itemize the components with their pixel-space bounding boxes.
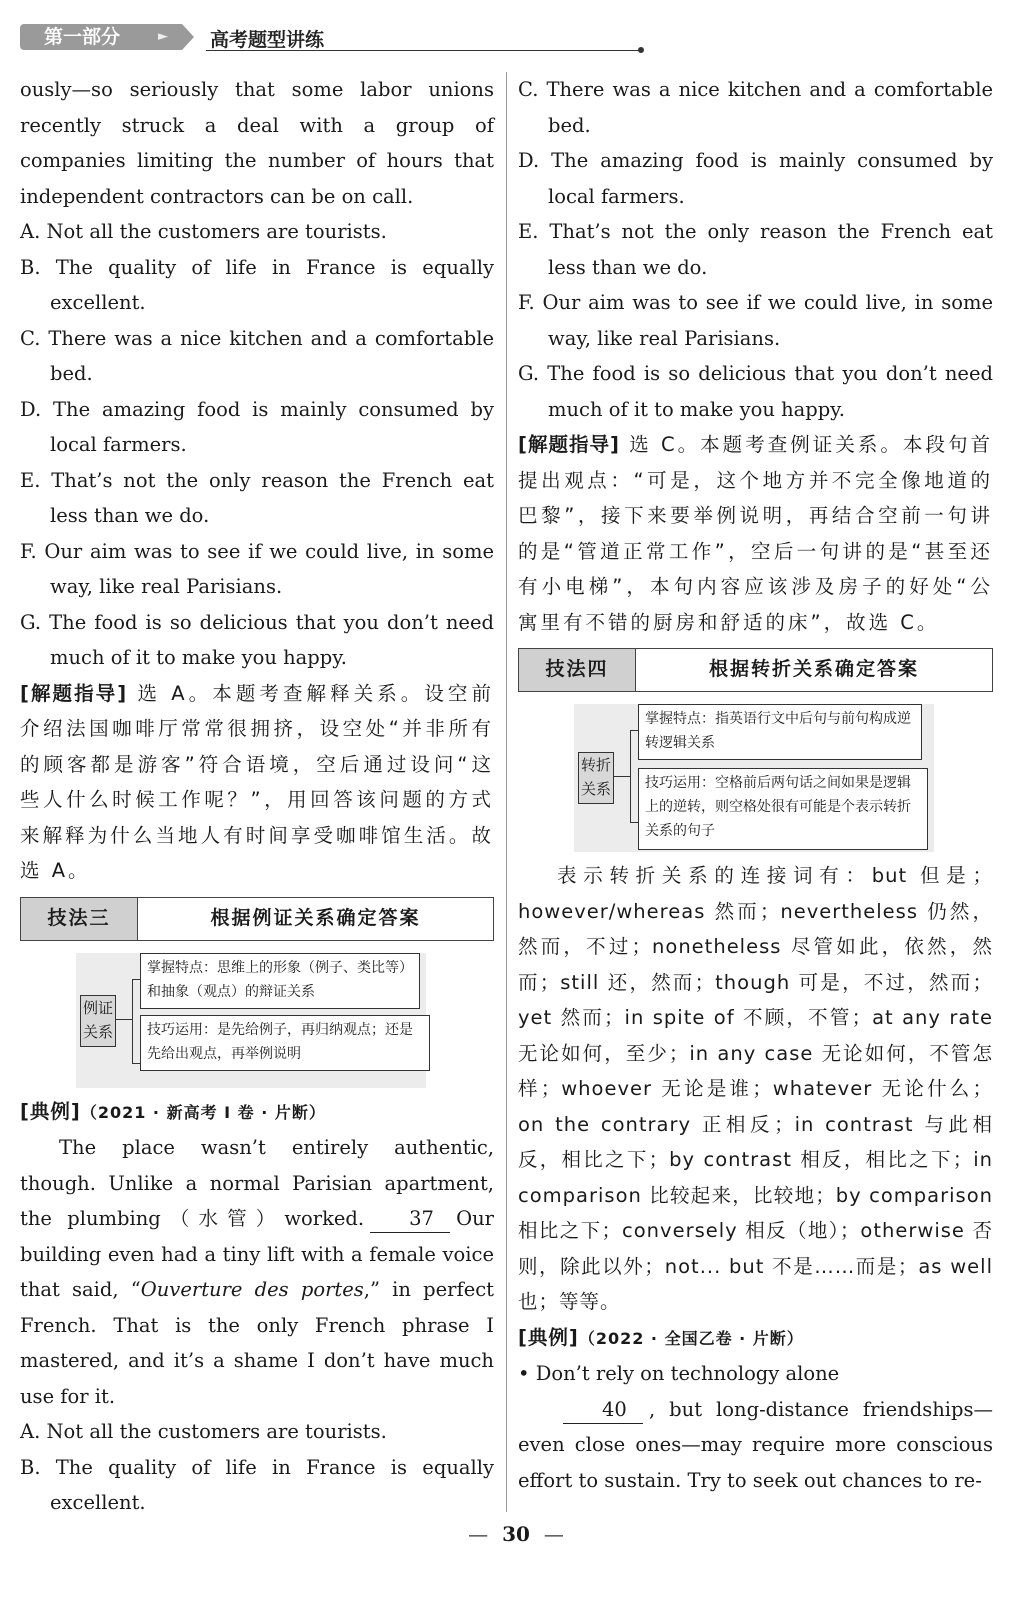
connector-bracket	[630, 730, 631, 822]
connectives-text: 表示转折关系的连接词有：but 但是；however/whereas 然而；nevertheless 仍然，然而，不过；nonetheless 尽管如此，依然，然而；still 还，然而；though 可是，不过，然而；yet 然而；in spite of 不顾，不管；at any rate 无论如何，至少；in any case 无论如何，不管怎样；whoever 无论是谁；whatever 无论什么；on the contrary 正相反；in contrast 与此相反，相比之下；by contrast 相反，相比之下；in comparison 比较起来，比较地；by comparison 相比之下；conversely 相反（地）；otherwise 否则，除此以外；not... but 不是……而是；as well 也；等等。	[518, 864, 993, 1313]
right-column	[518, 72, 993, 1498]
passage-text: , but long-distance friendships—even close ones—may require more conscious effort to sustain. Try to seek out chances to re-	[518, 1397, 993, 1492]
section-tag	[20, 24, 182, 50]
guide-label: [解题指导]	[20, 681, 128, 705]
connector-line	[630, 822, 638, 823]
option-d: D. The amazing food is mainly consumed by local farmers.	[518, 149, 993, 208]
passage-intro: ously—so seriously that some labor unions recently struck a deal with a group of companies limiting the number of hours that independent contractors can be on call.	[20, 78, 494, 208]
header-dot	[638, 47, 644, 53]
passage-part-c: ,” in perfect French. That is the only French phrase I mastered, and it’s a shame I don’t have much use for it.	[20, 1278, 494, 1408]
method-tag: 技法三	[21, 898, 138, 940]
arrow-icon: ►	[158, 29, 168, 44]
guide-text: 选 A。本题考查解释关系。设空前介绍法国咖啡厅常常很拥挤，设空处“并非所有的顾客都是游客”符合语境，空后通过设问“这些人什么时候工作呢？”，用回答该问题的方式来解释为什么当地人有时间享受咖啡馆生活。故选 A。	[20, 681, 494, 882]
answer-blank: 37	[370, 1206, 450, 1233]
feature-box: 掌握特点：指英语行文中后句与前句构成逆转逻辑关系	[638, 704, 922, 760]
option-list	[20, 214, 494, 676]
option-b: B. The quality of life in France is equally excellent.	[20, 1455, 494, 1514]
connector-line	[132, 979, 140, 980]
concept-diagram	[518, 704, 993, 852]
left-column	[20, 72, 494, 1521]
option-a: A. Not all the customers are tourists.	[20, 220, 387, 243]
diagram-node: 例证关系	[80, 995, 116, 1047]
guide-text: 选 C。本题考查例证关系。本段句首提出观点：“可是，这个地方并不完全像地道的巴黎”，接下来要举例说明，再结合空前一句讲的是“管道正常工作”，空后一句讲的是“甚至还有小电梯”，本句内容应该涉及房子的好处“公寓里有不错的厨房和舒适的床”，故选 C。	[518, 433, 994, 634]
option-g: G. The food is so delicious that you don’t need much of it to make you happy.	[20, 610, 494, 669]
feature-box: 掌握特点：思维上的形象（例子、类比等）和抽象（观点）的辩证关系	[140, 953, 420, 1009]
section-tag-tail	[182, 24, 194, 50]
header-title: 高考题型讲练	[210, 29, 325, 51]
connector-line	[132, 1063, 140, 1064]
option-c: C. There was a nice kitchen and a comfortable bed.	[518, 78, 993, 137]
method-title: 根据例证关系确定答案	[210, 906, 421, 929]
option-f: F. Our aim was to see if we could live, in some way, like real Parisians.	[20, 539, 494, 598]
option-c: C. There was a nice kitchen and a comfortable bed.	[20, 326, 494, 385]
footer-dash-right: —	[543, 1522, 564, 1546]
method-header	[20, 897, 494, 941]
footer-dash-left: —	[468, 1522, 489, 1546]
example-heading	[518, 1320, 993, 1357]
option-f: F. Our aim was to see if we could live, in some way, like real Parisians.	[518, 291, 993, 350]
example-label: [典例]	[20, 1099, 81, 1123]
passage-part-b: Our building even had a tiny lift with a female voice that said, “	[20, 1207, 494, 1301]
method-title: 根据转折关系确定答案	[708, 658, 919, 681]
bullet-heading: • Don’t rely on technology alone	[518, 1362, 840, 1385]
technique-box: 技巧运用：是先给例子，再归纳观点；还是先给出观点，再举例说明	[140, 1015, 430, 1071]
method-header	[518, 648, 993, 692]
technique-box: 技巧运用：空格前后两句话之间如果是逻辑上的逆转，则空格处很有可能是个表示转折关系的句子	[638, 768, 928, 850]
option-e: E. That’s not the only reason the French eat less than we do.	[20, 468, 494, 527]
example-source: （2021 · 新高考 Ⅰ 卷 · 片断）	[80, 1102, 326, 1122]
passage-part-a: The place wasn’t entirely authentic, though. Unlike a normal Parisian apartment, the plumbing（水管）worked.	[20, 1136, 494, 1230]
answer-blank: 40	[563, 1397, 643, 1424]
connector-bracket	[132, 979, 133, 1063]
page-header	[20, 22, 1000, 52]
option-a: A. Not all the customers are tourists.	[20, 1420, 387, 1443]
header-rule	[206, 50, 640, 51]
connector-line	[630, 730, 638, 731]
guide-label: [解题指导]	[518, 433, 620, 456]
option-d: D. The amazing food is mainly consumed by local farmers.	[20, 397, 494, 456]
page-footer	[0, 1522, 1032, 1546]
page-number: 30	[502, 1522, 530, 1546]
connector-line	[116, 1019, 132, 1020]
concept-diagram	[20, 953, 494, 1088]
method-tag: 技法四	[519, 649, 636, 691]
option-g: G. The food is so delicious that you don’t need much of it to make you happy.	[518, 362, 993, 421]
diagram-node: 转折关系	[578, 752, 614, 804]
example-passage	[20, 1130, 494, 1414]
example-heading	[20, 1094, 494, 1131]
connector-line	[614, 776, 630, 777]
example-label: [典例]	[518, 1325, 579, 1349]
column-divider	[506, 72, 507, 1512]
example-source: （2022 · 全国乙卷 · 片断）	[578, 1328, 804, 1348]
solution-guide	[20, 676, 494, 889]
option-b: B. The quality of life in France is equally excellent.	[20, 255, 494, 314]
solution-guide	[518, 427, 993, 640]
passage-italic: Ouverture des portes	[140, 1278, 364, 1301]
option-e: E. That’s not the only reason the French eat less than we do.	[518, 220, 993, 279]
example-passage	[518, 1392, 993, 1499]
section-label: 第一部分	[44, 26, 121, 48]
